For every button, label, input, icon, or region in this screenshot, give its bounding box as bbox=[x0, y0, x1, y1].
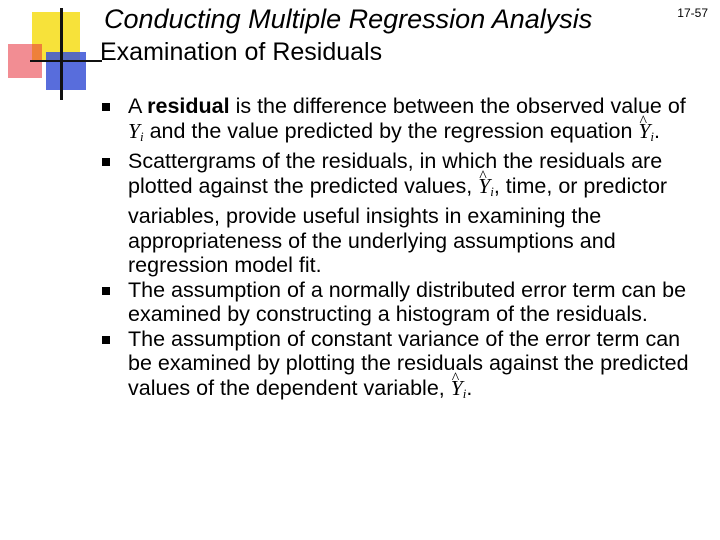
logo-blue-square bbox=[46, 52, 86, 90]
bullet-text: is the difference between the observed value of bbox=[229, 94, 686, 118]
bullet-list bbox=[96, 94, 696, 406]
slide-title: Conducting Multiple Regression Analysis bbox=[104, 4, 593, 34]
math-subscript: i bbox=[462, 385, 467, 401]
page-number: 17-57 bbox=[677, 6, 708, 20]
math-subscript: i bbox=[139, 128, 144, 144]
slide-subtitle: Examination of Residuals bbox=[100, 38, 383, 66]
logo-vertical-line bbox=[60, 8, 63, 100]
bullet-item-constant-variance bbox=[96, 327, 696, 407]
bullet-text: . bbox=[654, 118, 661, 143]
bullet-text: and the value predicted by the regression equation bbox=[143, 118, 639, 143]
bullet-text: , time, or predictor variables, provide useful insights in examining the appropriateness of the underlying assumptions and regression model fit. bbox=[128, 173, 668, 277]
math-y-hat: ^ Y bbox=[638, 119, 650, 144]
term-residual: residual bbox=[147, 94, 230, 118]
bullet-item-normality bbox=[96, 278, 696, 327]
bullet-text: . bbox=[466, 375, 473, 400]
math-y-hat: ^ Y bbox=[451, 376, 463, 401]
bullet-marker-icon bbox=[102, 103, 110, 111]
bullet-text: The assumption of constant variance of the error term can be examined by plotting the residuals against the predicted values of the dependent variable, bbox=[128, 326, 689, 400]
bullet-marker-icon bbox=[102, 336, 110, 344]
bullet-marker-icon bbox=[102, 287, 110, 295]
bullet-text: A bbox=[128, 94, 148, 118]
math-subscript: i bbox=[490, 183, 494, 199]
bullet-text: The assumption of a normally distributed error term can be examined by constructing a histogram of the residuals. bbox=[128, 277, 687, 326]
bullet-item-scattergrams bbox=[96, 149, 696, 278]
logo-horizontal-line bbox=[30, 60, 102, 62]
bullet-item-residual bbox=[96, 94, 696, 149]
math-y: Y bbox=[128, 118, 140, 143]
bullet-text: Scattergrams of the residuals, in which the residuals are plotted against the predicted values, bbox=[128, 149, 663, 198]
math-subscript: i bbox=[650, 128, 655, 144]
math-y-hat: ^ Y bbox=[478, 174, 490, 199]
logo-graphic bbox=[0, 0, 90, 100]
bullet-marker-icon bbox=[102, 158, 110, 166]
